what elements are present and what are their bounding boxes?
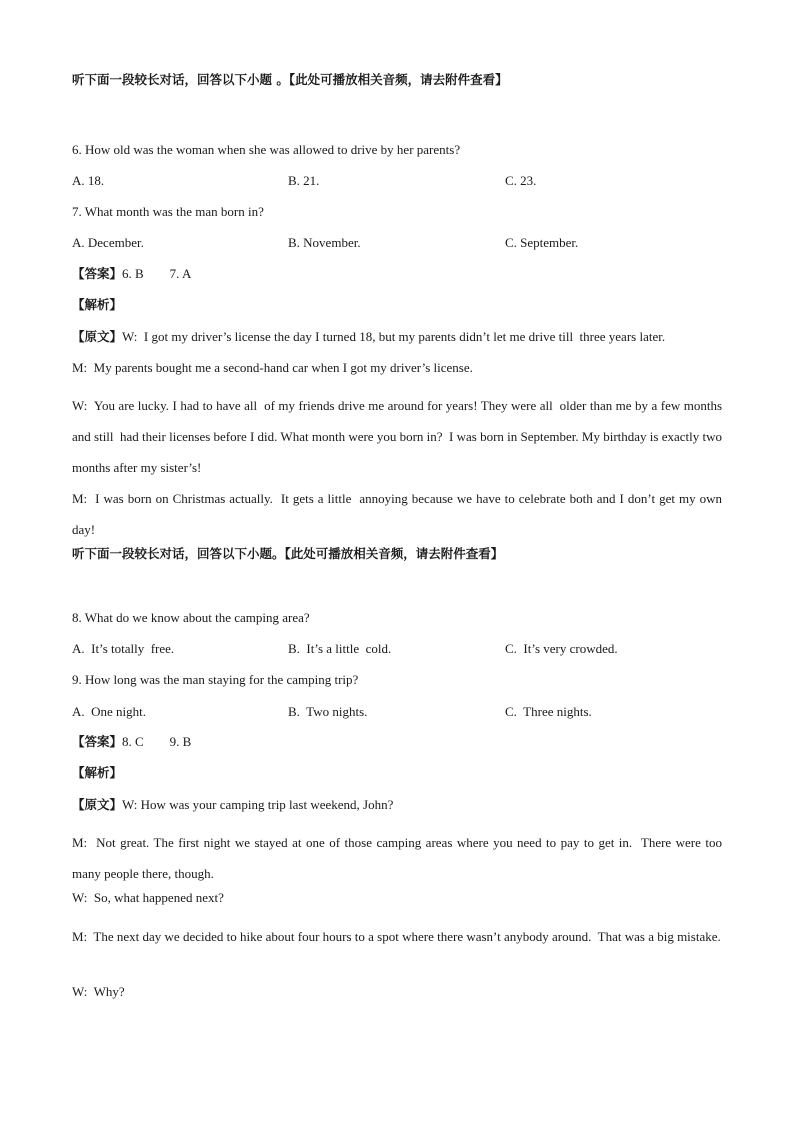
transcript-line: W: Why? <box>72 984 125 999</box>
transcript-paragraph: M: Not great. The first night we stayed at one of those camping areas where you need to pay to get in. There were too many people there, though. <box>72 835 726 881</box>
q9-option-b: B. Two nights. <box>288 704 368 719</box>
transcript-line <box>72 328 665 346</box>
transcript-tag: 【原文】 <box>72 329 123 344</box>
question-8: 8. What do we know about the camping area? <box>72 610 310 625</box>
q6-option-b: B. 21. <box>288 173 320 188</box>
q8-option-c: C. It’s very crowded. <box>505 641 618 656</box>
transcript-line <box>72 796 393 814</box>
transcript-paragraph: M: The next day we decided to hike about four hours to a spot where there wasn’t anybody around. That was a big mistake. <box>72 929 721 944</box>
answer-tag: 【答案】 <box>72 734 123 749</box>
transcript-text: W: I got my driver’s license the day I turned 18, but my parents didn’t let me drive till three years later. <box>122 329 666 344</box>
question-9: 9. How long was the man staying for the camping trip? <box>72 672 359 687</box>
answer-tag: 【答案】 <box>72 266 123 281</box>
analysis-tag: 【解析】 <box>72 765 123 780</box>
section1-instruction: 听下面一段较长对话，回答以下小题 。【此处可播放相关音频，请去附件查看】 <box>72 72 508 87</box>
question-6: 6. How old was the woman when she was allowed to drive by her parents? <box>72 142 461 157</box>
answer-text: 8. C 9. B <box>122 734 192 749</box>
analysis-tag: 【解析】 <box>72 297 123 312</box>
transcript-text: W: How was your camping trip last weekend, John? <box>122 797 394 812</box>
q6-option-a: A. 18. <box>72 173 105 188</box>
q6-option-c: C. 23. <box>505 173 537 188</box>
section2-instruction: 听下面一段较长对话，回答以下小题。【此处可播放相关音频，请去附件查看】 <box>72 546 504 561</box>
q7-option-a: A. December. <box>72 235 144 250</box>
answer-text: 6. B 7. A <box>122 266 192 281</box>
transcript-line: W: So, what happened next? <box>72 890 224 905</box>
q9-option-c: C. Three nights. <box>505 704 592 719</box>
transcript-line: M: My parents bought me a second-hand car when I got my driver’s license. <box>72 360 473 375</box>
q9-option-a: A. One night. <box>72 704 147 719</box>
q8-option-b: B. It’s a little cold. <box>288 641 392 656</box>
answer-line-2 <box>72 733 191 751</box>
transcript-paragraph: W: You are lucky. I had to have all of my friends drive me around for years! They were all older than me by a few months and still had their licenses before I did. What month were you born in? I was born in September. My birthday is exactly two months after my sister’s! <box>72 398 726 475</box>
q8-option-a: A. It’s totally free. <box>72 641 175 656</box>
question-7: 7. What month was the man born in? <box>72 204 264 219</box>
q7-option-c: C. September. <box>505 235 579 250</box>
q7-option-b: B. November. <box>288 235 361 250</box>
answer-line-1 <box>72 265 191 283</box>
transcript-tag: 【原文】 <box>72 797 123 812</box>
transcript-paragraph: M: I was born on Christmas actually. It gets a little annoying because we have to celebrate both and I don’t get my own day! <box>72 491 726 537</box>
